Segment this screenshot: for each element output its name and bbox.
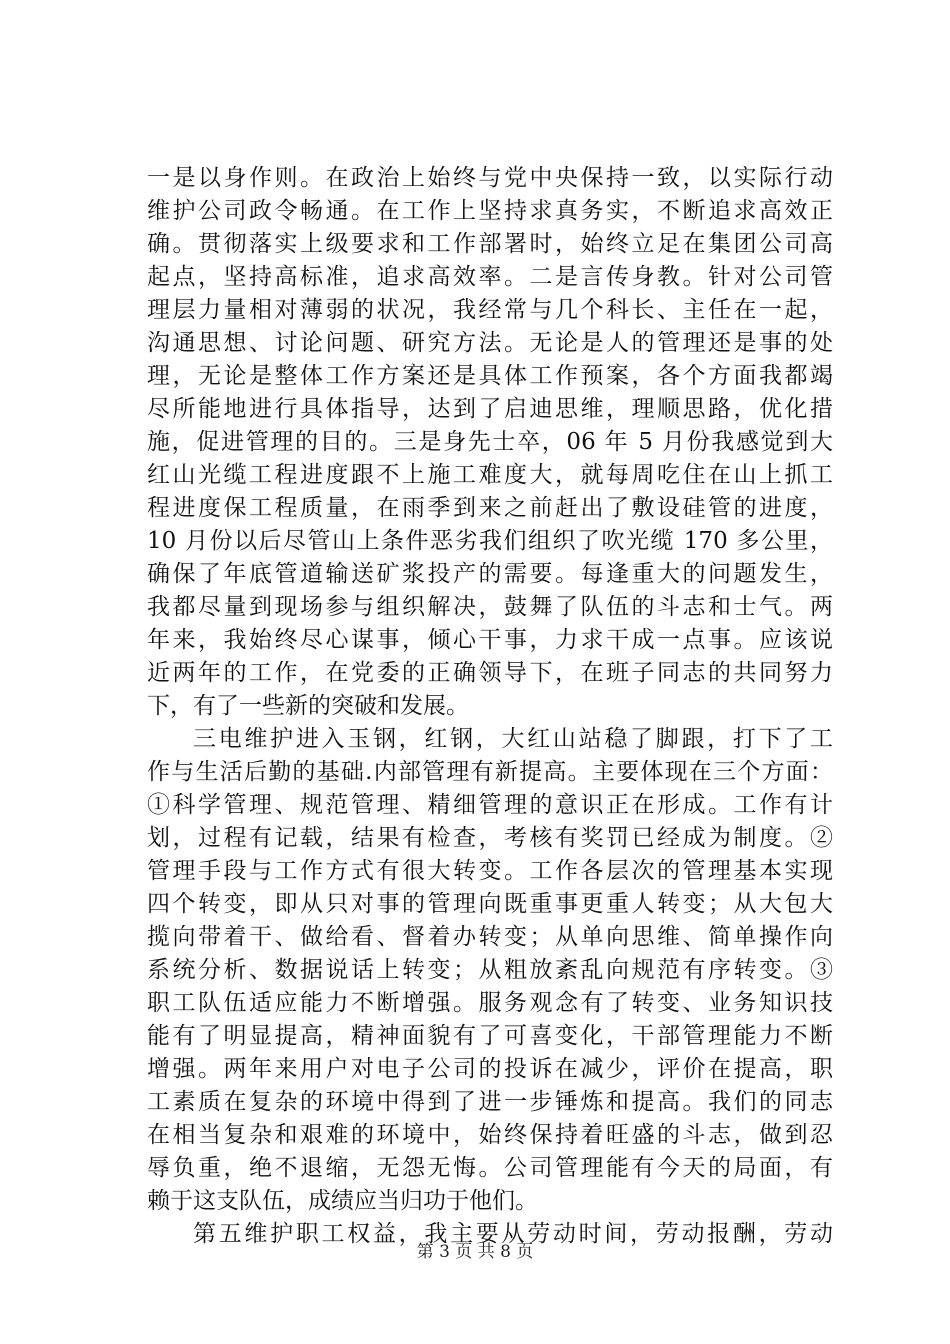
text-line: 职工队伍适应能力不断增强。服务观念有了转变、业务知识技: [147, 990, 833, 1016]
text-line: 四个转变，即从只对事的管理向既重事更重人转变；从大包大: [147, 891, 833, 917]
text-line: 近两年的工作，在党委的正确领导下，在班子同志的共同努力: [147, 660, 833, 686]
text-line: 程进度保工程质量，在雨季到来之前赶出了敷设硅管的进度，: [147, 495, 833, 521]
text-line: 辱负重，绝不退缩，无怨无悔。公司管理能有今天的局面，有: [147, 1155, 833, 1181]
page-footer: 第 3 页 共 8 页: [416, 1242, 534, 1262]
body-text: [147, 162, 833, 1251]
text-line: 理，无论是整体工作方案还是具体工作预案，各个方面我都竭: [147, 363, 833, 389]
text-line: 下，有了一些新的突破和发展。: [147, 693, 469, 719]
text-line: 红山光缆工程进度跟不上施工难度大，就每周吃住在山上抓工: [147, 462, 833, 488]
text-line: 作与生活后勤的基础.内部管理有新提高。主要体现在三个方面：: [147, 759, 833, 785]
text-line: 年来，我始终尽心谋事，倾心干事，力求干成一点事。应该说: [147, 627, 833, 653]
text-line: 赖于这支队伍，成绩应当归功于他们。: [147, 1188, 538, 1214]
text-line: 维护公司政令畅通。在工作上坚持求真务实，不断追求高效正: [147, 198, 833, 224]
text-line: 工素质在复杂的环境中得到了进一步锤炼和提高。我们的同志: [147, 1089, 833, 1115]
text-line: 10 月份以后尽管山上条件恶劣我们组织了吹光缆 170 多公里，: [147, 528, 833, 554]
text-line: 施，促进管理的目的。三是身先士卒，06 年 5 月份我感觉到大: [147, 429, 833, 455]
text-line: 确保了年底管道输送矿浆投产的需要。每逢重大的问题发生，: [147, 561, 833, 587]
text-line: 系统分析、数据说话上转变；从粗放紊乱向规范有序转变。③: [147, 957, 833, 983]
text-line: 沟通思想、讨论问题、研究方法。无论是人的管理还是事的处: [147, 330, 833, 356]
text-line: 在相当复杂和艰难的环境中，始终保持着旺盛的斗志，做到忍: [147, 1122, 833, 1148]
text-line: 第五维护职工权益，我主要从劳动时间，劳动报酬，劳动: [193, 1221, 833, 1247]
text-line: 增强。两年来用户对电子公司的投诉在减少，评价在提高，职: [147, 1056, 833, 1082]
text-line: 我都尽量到现场参与组织解决，鼓舞了队伍的斗志和士气。两: [147, 594, 833, 620]
text-line: 起点，坚持高标准，追求高效率。二是言传身教。针对公司管: [147, 264, 833, 290]
text-line: 管理手段与工作方式有很大转变。工作各层次的管理基本实现: [147, 858, 833, 884]
text-line: 三电维护进入玉钢，红钢，大红山站稳了脚跟，打下了工: [193, 726, 833, 752]
text-line: 划，过程有记载，结果有检查，考核有奖罚已经成为制度。②: [147, 825, 833, 851]
text-line: ①科学管理、规范管理、精细管理的意识正在形成。工作有计: [147, 792, 833, 818]
text-line: 能有了明显提高，精神面貌有了可喜变化，干部管理能力不断: [147, 1023, 833, 1049]
text-line: 尽所能地进行具体指导，达到了启迪思维，理顺思路，优化措: [147, 396, 833, 422]
text-line: 揽向带着干、做给看、督着办转变；从单向思维、简单操作向: [147, 924, 833, 950]
text-line: 一是以身作则。在政治上始终与党中央保持一致，以实际行动: [147, 165, 833, 191]
text-line: 确。贯彻落实上级要求和工作部署时，始终立足在集团公司高: [147, 231, 833, 257]
text-line: 理层力量相对薄弱的状况，我经常与几个科长、主任在一起，: [147, 297, 833, 323]
